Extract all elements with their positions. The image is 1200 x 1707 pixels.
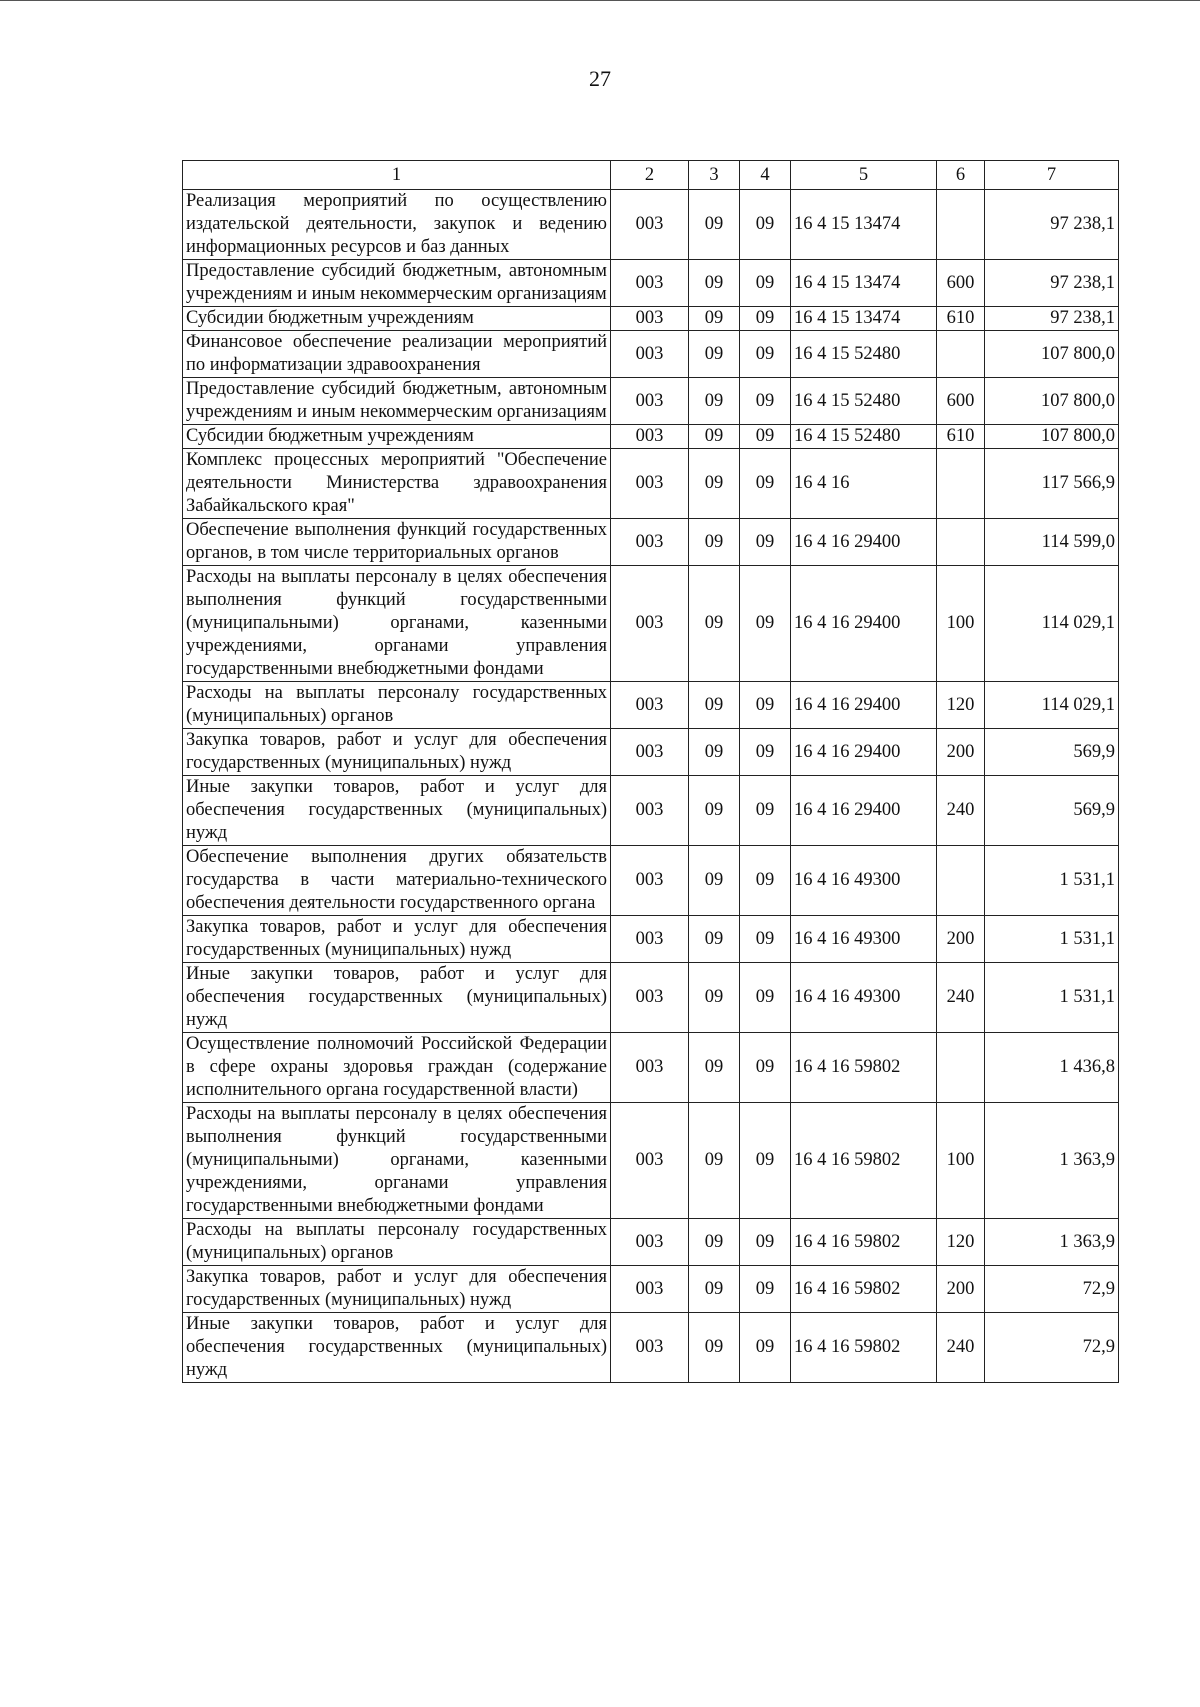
table-row — [183, 566, 1119, 682]
row-section-code: 09 — [689, 331, 740, 378]
row-expense-type-code: 610 — [937, 307, 985, 331]
row-section-code: 09 — [689, 378, 740, 425]
row-target-article-code: 16 4 15 13474 — [791, 307, 937, 331]
row-target-article-code: 16 4 15 13474 — [791, 260, 937, 307]
row-amount: 569,9 — [985, 729, 1119, 776]
row-ministry-code: 003 — [611, 190, 689, 260]
table-row — [183, 425, 1119, 449]
row-description: Комплекс процессных мероприятий "Обеспечение деятельности Министерства здравоохранения Забайкальского края" — [183, 449, 611, 519]
row-section-code: 09 — [689, 190, 740, 260]
row-target-article-code: 16 4 16 59802 — [791, 1219, 937, 1266]
row-amount: 1 531,1 — [985, 916, 1119, 963]
row-expense-type-code: 120 — [937, 682, 985, 729]
table-row — [183, 519, 1119, 566]
budget-table-body — [183, 190, 1119, 1383]
row-subsection-code: 09 — [740, 963, 791, 1033]
row-ministry-code: 003 — [611, 1266, 689, 1313]
table-row — [183, 729, 1119, 776]
row-description: Осуществление полномочий Российской Федерации в сфере охраны здоровья граждан (содержание исполнительного органа государственной власти) — [183, 1033, 611, 1103]
row-ministry-code: 003 — [611, 449, 689, 519]
table-row — [183, 682, 1119, 729]
row-ministry-code: 003 — [611, 776, 689, 846]
row-expense-type-code: 600 — [937, 378, 985, 425]
row-amount: 107 800,0 — [985, 331, 1119, 378]
column-header-7: 7 — [985, 161, 1119, 190]
row-section-code: 09 — [689, 963, 740, 1033]
row-subsection-code: 09 — [740, 776, 791, 846]
row-section-code: 09 — [689, 260, 740, 307]
table-row — [183, 916, 1119, 963]
page-number: 27 — [589, 66, 611, 91]
row-amount: 72,9 — [985, 1266, 1119, 1313]
row-ministry-code: 003 — [611, 425, 689, 449]
row-subsection-code: 09 — [740, 566, 791, 682]
row-ministry-code: 003 — [611, 331, 689, 378]
column-header-3: 3 — [689, 161, 740, 190]
row-section-code: 09 — [689, 1219, 740, 1266]
row-description: Расходы на выплаты персоналу в целях обеспечения выполнения функций государственными (муниципальными) органами, казенными учреждениями, органами управления государственными внебюджетными фондами — [183, 566, 611, 682]
row-ministry-code: 003 — [611, 519, 689, 566]
row-subsection-code: 09 — [740, 1219, 791, 1266]
row-description: Предоставление субсидий бюджетным, автономным учреждениям и иным некоммерческим организациям — [183, 260, 611, 307]
row-target-article-code: 16 4 15 13474 — [791, 190, 937, 260]
row-section-code: 09 — [689, 916, 740, 963]
row-target-article-code: 16 4 16 29400 — [791, 729, 937, 776]
column-header-4: 4 — [740, 161, 791, 190]
row-description: Расходы на выплаты персоналу государственных (муниципальных) органов — [183, 1219, 611, 1266]
scan-top-rule — [0, 0, 1200, 1]
table-row — [183, 260, 1119, 307]
row-target-article-code: 16 4 16 29400 — [791, 519, 937, 566]
row-description: Расходы на выплаты персоналу государственных (муниципальных) органов — [183, 682, 611, 729]
row-target-article-code: 16 4 16 59802 — [791, 1033, 937, 1103]
row-target-article-code: 16 4 15 52480 — [791, 425, 937, 449]
row-subsection-code: 09 — [740, 260, 791, 307]
row-target-article-code: 16 4 16 29400 — [791, 682, 937, 729]
row-subsection-code: 09 — [740, 449, 791, 519]
row-description: Расходы на выплаты персоналу в целях обеспечения выполнения функций государственными (муниципальными) органами, казенными учреждениями, органами управления государственными внебюджетными фондами — [183, 1103, 611, 1219]
table-row — [183, 846, 1119, 916]
row-description: Субсидии бюджетным учреждениям — [183, 425, 611, 449]
row-amount: 72,9 — [985, 1313, 1119, 1383]
row-amount: 1 531,1 — [985, 846, 1119, 916]
row-subsection-code: 09 — [740, 190, 791, 260]
row-description: Иные закупки товаров, работ и услуг для обеспечения государственных (муниципальных) нужд — [183, 776, 611, 846]
table-row — [183, 331, 1119, 378]
column-header-2: 2 — [611, 161, 689, 190]
row-expense-type-code: 240 — [937, 1313, 985, 1383]
row-target-article-code: 16 4 15 52480 — [791, 378, 937, 425]
row-amount: 97 238,1 — [985, 260, 1119, 307]
row-ministry-code: 003 — [611, 1313, 689, 1383]
row-description: Реализация мероприятий по осуществлению издательской деятельности, закупок и ведению информационных ресурсов и баз данных — [183, 190, 611, 260]
row-ministry-code: 003 — [611, 1033, 689, 1103]
row-description: Иные закупки товаров, работ и услуг для обеспечения государственных (муниципальных) нужд — [183, 1313, 611, 1383]
row-ministry-code: 003 — [611, 566, 689, 682]
column-header-5: 5 — [791, 161, 937, 190]
row-section-code: 09 — [689, 729, 740, 776]
row-ministry-code: 003 — [611, 260, 689, 307]
table-header-row — [183, 161, 1119, 190]
row-section-code: 09 — [689, 449, 740, 519]
row-section-code: 09 — [689, 425, 740, 449]
table-row — [183, 307, 1119, 331]
row-description: Финансовое обеспечение реализации мероприятий по информатизации здравоохранения — [183, 331, 611, 378]
row-expense-type-code — [937, 449, 985, 519]
row-target-article-code: 16 4 15 52480 — [791, 331, 937, 378]
row-expense-type-code: 240 — [937, 963, 985, 1033]
row-description: Закупка товаров, работ и услуг для обеспечения государственных (муниципальных) нужд — [183, 729, 611, 776]
row-subsection-code: 09 — [740, 307, 791, 331]
row-description: Обеспечение выполнения функций государственных органов, в том числе территориальных органов — [183, 519, 611, 566]
row-ministry-code: 003 — [611, 916, 689, 963]
row-section-code: 09 — [689, 1103, 740, 1219]
row-target-article-code: 16 4 16 29400 — [791, 566, 937, 682]
row-subsection-code: 09 — [740, 378, 791, 425]
row-section-code: 09 — [689, 1313, 740, 1383]
row-subsection-code: 09 — [740, 846, 791, 916]
table-row — [183, 1103, 1119, 1219]
row-target-article-code: 16 4 16 49300 — [791, 846, 937, 916]
row-amount: 114 029,1 — [985, 682, 1119, 729]
table-row — [183, 1033, 1119, 1103]
row-section-code: 09 — [689, 566, 740, 682]
row-section-code: 09 — [689, 682, 740, 729]
row-subsection-code: 09 — [740, 729, 791, 776]
row-subsection-code: 09 — [740, 682, 791, 729]
row-description: Субсидии бюджетным учреждениям — [183, 307, 611, 331]
row-section-code: 09 — [689, 776, 740, 846]
column-header-1: 1 — [183, 161, 611, 190]
row-target-article-code: 16 4 16 49300 — [791, 963, 937, 1033]
row-expense-type-code: 600 — [937, 260, 985, 307]
row-ministry-code: 003 — [611, 729, 689, 776]
row-expense-type-code — [937, 190, 985, 260]
row-ministry-code: 003 — [611, 963, 689, 1033]
row-amount: 1 531,1 — [985, 963, 1119, 1033]
row-amount: 1 436,8 — [985, 1033, 1119, 1103]
row-ministry-code: 003 — [611, 846, 689, 916]
row-amount: 97 238,1 — [985, 307, 1119, 331]
row-subsection-code: 09 — [740, 1103, 791, 1219]
row-amount: 117 566,9 — [985, 449, 1119, 519]
row-subsection-code: 09 — [740, 331, 791, 378]
row-expense-type-code: 200 — [937, 916, 985, 963]
row-expense-type-code: 120 — [937, 1219, 985, 1266]
row-expense-type-code: 100 — [937, 566, 985, 682]
row-subsection-code: 09 — [740, 1033, 791, 1103]
budget-table — [182, 160, 1119, 1383]
row-subsection-code: 09 — [740, 425, 791, 449]
row-amount: 569,9 — [985, 776, 1119, 846]
table-row — [183, 963, 1119, 1033]
row-section-code: 09 — [689, 1266, 740, 1313]
row-amount: 107 800,0 — [985, 425, 1119, 449]
row-expense-type-code: 200 — [937, 729, 985, 776]
row-section-code: 09 — [689, 519, 740, 566]
row-expense-type-code: 200 — [937, 1266, 985, 1313]
table-row — [183, 776, 1119, 846]
row-description: Обеспечение выполнения других обязательств государства в части материально-технического обеспечения деятельности государственного органа — [183, 846, 611, 916]
table-row — [183, 1313, 1119, 1383]
table-row — [183, 449, 1119, 519]
row-subsection-code: 09 — [740, 1313, 791, 1383]
row-ministry-code: 003 — [611, 307, 689, 331]
row-ministry-code: 003 — [611, 1103, 689, 1219]
row-description: Предоставление субсидий бюджетным, автономным учреждениям и иным некоммерческим организациям — [183, 378, 611, 425]
row-description: Иные закупки товаров, работ и услуг для обеспечения государственных (муниципальных) нужд — [183, 963, 611, 1033]
row-ministry-code: 003 — [611, 682, 689, 729]
row-amount: 114 599,0 — [985, 519, 1119, 566]
row-target-article-code: 16 4 16 59802 — [791, 1103, 937, 1219]
row-ministry-code: 003 — [611, 378, 689, 425]
row-section-code: 09 — [689, 307, 740, 331]
row-subsection-code: 09 — [740, 1266, 791, 1313]
row-subsection-code: 09 — [740, 916, 791, 963]
table-row — [183, 1219, 1119, 1266]
row-expense-type-code — [937, 846, 985, 916]
row-amount: 1 363,9 — [985, 1219, 1119, 1266]
row-target-article-code: 16 4 16 29400 — [791, 776, 937, 846]
row-target-article-code: 16 4 16 59802 — [791, 1313, 937, 1383]
row-amount: 114 029,1 — [985, 566, 1119, 682]
row-expense-type-code — [937, 519, 985, 566]
row-target-article-code: 16 4 16 59802 — [791, 1266, 937, 1313]
row-description: Закупка товаров, работ и услуг для обеспечения государственных (муниципальных) нужд — [183, 1266, 611, 1313]
row-ministry-code: 003 — [611, 1219, 689, 1266]
column-header-6: 6 — [937, 161, 985, 190]
row-section-code: 09 — [689, 1033, 740, 1103]
row-amount: 107 800,0 — [985, 378, 1119, 425]
row-amount: 1 363,9 — [985, 1103, 1119, 1219]
row-target-article-code: 16 4 16 49300 — [791, 916, 937, 963]
row-subsection-code: 09 — [740, 519, 791, 566]
row-target-article-code: 16 4 16 — [791, 449, 937, 519]
table-row — [183, 190, 1119, 260]
table-row — [183, 378, 1119, 425]
row-expense-type-code: 610 — [937, 425, 985, 449]
row-expense-type-code — [937, 1033, 985, 1103]
row-description: Закупка товаров, работ и услуг для обеспечения государственных (муниципальных) нужд — [183, 916, 611, 963]
table-row — [183, 1266, 1119, 1313]
row-section-code: 09 — [689, 846, 740, 916]
row-amount: 97 238,1 — [985, 190, 1119, 260]
row-expense-type-code — [937, 331, 985, 378]
row-expense-type-code: 100 — [937, 1103, 985, 1219]
row-expense-type-code: 240 — [937, 776, 985, 846]
